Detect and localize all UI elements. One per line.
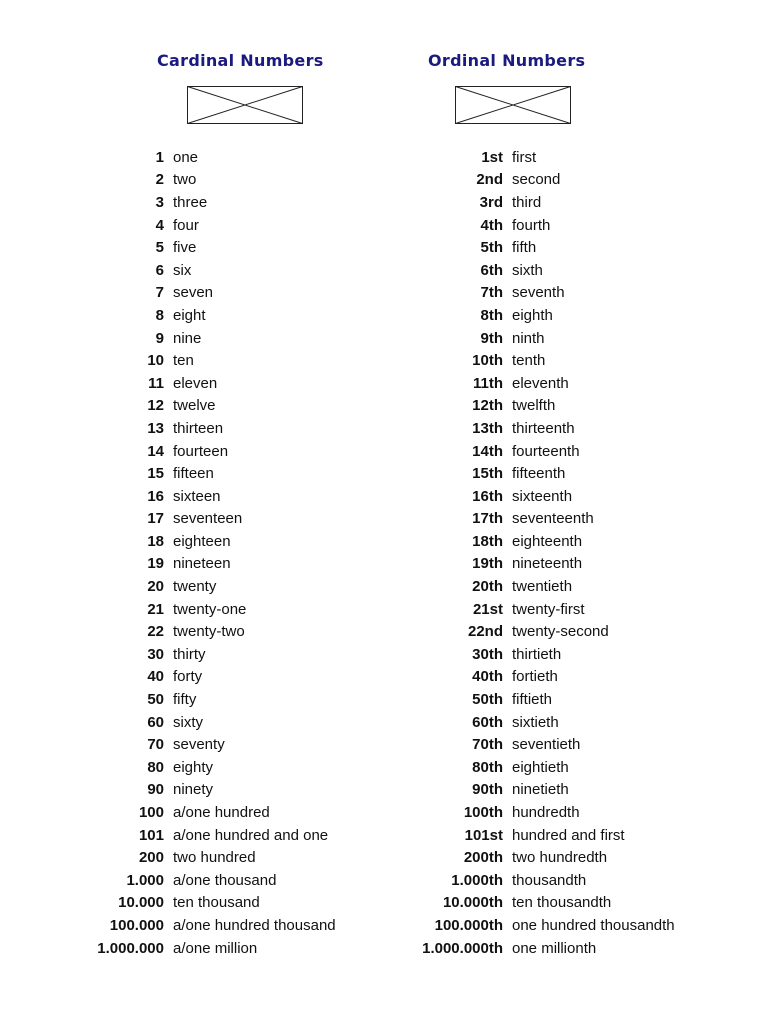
cardinal-row (60, 462, 336, 485)
cardinal-row (60, 236, 336, 259)
ordinal-row (380, 440, 675, 463)
cardinal-row (60, 530, 336, 553)
cardinal-row (60, 620, 336, 643)
cardinal-number: 10.000 (118, 894, 164, 912)
ordinal-row (380, 711, 675, 734)
ordinal-word: eighteenth (512, 532, 583, 550)
cardinal-row (60, 417, 336, 440)
ordinal-word: sixteenth (512, 487, 573, 505)
cardinal-number: 7 (155, 284, 164, 302)
ordinal-row (380, 892, 675, 915)
cardinal-number: 16 (147, 487, 164, 505)
cardinal-number: 200 (138, 849, 164, 867)
ordinal-word: one hundred thousandth (512, 916, 675, 934)
cardinal-number: 30 (147, 645, 164, 663)
ordinal-word: seventeenth (512, 510, 594, 528)
ordinal-row (380, 169, 675, 192)
ordinal-number: 40th (472, 668, 503, 686)
cardinal-row (60, 733, 336, 756)
ordinal-number: 13th (472, 419, 503, 437)
ordinal-row (380, 372, 675, 395)
ordinal-word: first (512, 148, 537, 166)
ordinal-word: thousandth (512, 871, 587, 889)
cardinal-row (60, 892, 336, 915)
cardinal-row (60, 508, 336, 531)
cardinal-number: 1 (155, 148, 164, 166)
ordinal-number: 3rd (479, 193, 503, 211)
ordinal-word: fifth (512, 239, 537, 257)
cardinal-number: 60 (147, 713, 164, 731)
cardinal-number: 90 (147, 781, 164, 799)
cardinal-number: 12 (147, 397, 164, 415)
ordinal-row (380, 282, 675, 305)
ordinal-word: ninetieth (512, 781, 569, 799)
cardinal-word: eighteen (173, 532, 231, 550)
cardinal-number: 70 (147, 736, 164, 754)
ordinal-row (380, 733, 675, 756)
ordinal-number: 21st (472, 600, 503, 618)
ordinal-word: one millionth (512, 939, 597, 957)
ordinal-row (380, 553, 675, 576)
ordinal-number: 70th (472, 736, 503, 754)
ordinal-row (380, 146, 675, 169)
cardinal-number: 40 (147, 668, 164, 686)
cardinal-row (60, 372, 336, 395)
ordinal-number: 17th (472, 510, 503, 528)
ordinal-word: twenty-first (512, 600, 585, 618)
cardinal-word: ten (173, 352, 194, 370)
cardinal-word: four (173, 216, 199, 234)
cardinal-row (60, 327, 336, 350)
cardinal-row (60, 282, 336, 305)
ordinal-word: seventh (512, 284, 565, 302)
cardinal-row (60, 779, 336, 802)
cardinal-word: a/one million (173, 939, 258, 957)
cardinal-word: eleven (173, 374, 218, 392)
cardinal-number: 1.000 (126, 871, 164, 889)
cardinal-word: fifteen (173, 465, 214, 483)
cardinal-word: twenty-one (173, 600, 247, 618)
ordinal-word: ninth (512, 329, 545, 347)
cardinal-word: seventeen (173, 510, 243, 528)
ordinal-numbers-title: Ordinal Numbers (428, 51, 586, 70)
cardinal-number: 101 (138, 826, 164, 844)
ordinal-word: twelfth (512, 397, 556, 415)
ordinal-row (380, 666, 675, 689)
ordinal-number: 5th (480, 239, 503, 257)
ordinal-word: fourth (512, 216, 551, 234)
ordinal-row (380, 643, 675, 666)
ordinal-row (380, 620, 675, 643)
ordinal-row (380, 236, 675, 259)
ordinal-image-placeholder-icon (455, 86, 571, 124)
ordinal-row (380, 598, 675, 621)
cardinal-number: 80 (147, 758, 164, 776)
cardinal-row (60, 214, 336, 237)
cardinal-word: sixty (173, 713, 203, 731)
ordinal-word: thirteenth (512, 419, 575, 437)
cardinal-number: 4 (155, 216, 164, 234)
cardinal-number: 50 (147, 691, 164, 709)
ordinal-word: ten thousandth (512, 894, 612, 912)
ordinal-row (380, 214, 675, 237)
ordinal-word: fifteenth (512, 465, 566, 483)
cardinal-row (60, 304, 336, 327)
cardinal-number: 8 (155, 306, 164, 324)
cardinal-word: three (173, 193, 208, 211)
cardinal-word: ninety (173, 781, 214, 799)
cardinal-number: 6 (155, 261, 164, 279)
cardinal-row (60, 440, 336, 463)
ordinal-number: 7th (480, 284, 503, 302)
ordinal-word: twentieth (512, 578, 573, 596)
ordinal-number: 200th (463, 849, 503, 867)
ordinal-number: 10th (472, 352, 503, 370)
ordinal-row (380, 779, 675, 802)
ordinal-number: 100.000th (434, 916, 503, 934)
cardinal-word: thirty (173, 645, 206, 663)
cardinal-word: two (173, 171, 197, 189)
cardinal-row (60, 756, 336, 779)
ordinal-number: 2nd (476, 171, 503, 189)
cardinal-word: a/one hundred (173, 804, 270, 822)
ordinal-row (380, 937, 675, 960)
ordinal-number: 50th (472, 691, 503, 709)
cardinal-word: twenty-two (173, 623, 245, 641)
cardinal-numbers-list (60, 146, 336, 959)
cardinal-word: a/one hundred thousand (173, 916, 336, 934)
ordinal-row (380, 824, 675, 847)
ordinal-word: fourteenth (512, 442, 580, 460)
ordinal-row (380, 417, 675, 440)
cardinal-number: 10 (147, 352, 164, 370)
cardinal-word: a/one hundred and one (173, 826, 329, 844)
ordinal-word: hundredth (512, 804, 580, 822)
ordinal-row (380, 462, 675, 485)
ordinal-number: 15th (472, 465, 503, 483)
ordinal-number: 14th (472, 442, 503, 460)
ordinal-word: hundred and first (512, 826, 625, 844)
cardinal-number: 13 (147, 419, 164, 437)
ordinal-number: 100th (463, 804, 503, 822)
ordinal-word: eighth (512, 306, 553, 324)
cardinal-number: 11 (148, 374, 164, 392)
ordinal-word: sixtieth (512, 713, 559, 731)
ordinal-number: 80th (472, 758, 503, 776)
ordinal-word: fortieth (512, 668, 558, 686)
ordinal-number: 6th (480, 261, 503, 279)
cardinal-word: eight (173, 306, 206, 324)
ordinal-word: seventieth (512, 736, 581, 754)
cardinal-word: thirteen (173, 419, 224, 437)
ordinal-row (380, 327, 675, 350)
ordinal-row (380, 756, 675, 779)
ordinal-row (380, 575, 675, 598)
cardinal-row (60, 869, 336, 892)
cardinal-row (60, 688, 336, 711)
cardinal-row (60, 643, 336, 666)
cardinal-row (60, 666, 336, 689)
cardinal-number: 3 (155, 193, 164, 211)
ordinal-word: third (512, 193, 542, 211)
ordinal-row (380, 395, 675, 418)
ordinal-number: 10.000th (442, 894, 503, 912)
cardinal-row (60, 598, 336, 621)
ordinal-word: thirtieth (512, 645, 562, 663)
cardinal-row (60, 169, 336, 192)
ordinal-word: twenty-second (512, 623, 609, 641)
ordinal-row (380, 846, 675, 869)
cardinal-number: 9 (155, 329, 164, 347)
cardinal-row (60, 349, 336, 372)
cardinal-row (60, 937, 336, 960)
cardinal-number: 20 (147, 578, 164, 596)
ordinal-number: 101st (464, 826, 503, 844)
ordinal-number: 90th (472, 781, 503, 799)
cardinal-row (60, 553, 336, 576)
ordinal-row (380, 869, 675, 892)
cardinal-number: 19 (147, 555, 164, 573)
ordinal-word: eightieth (512, 758, 569, 776)
ordinal-word: sixth (512, 261, 543, 279)
cardinal-number: 100 (138, 804, 164, 822)
ordinal-number: 1.000th (451, 871, 503, 889)
cardinal-word: nine (173, 329, 202, 347)
ordinal-word: two hundredth (512, 849, 608, 867)
ordinal-word: fiftieth (512, 691, 553, 709)
ordinal-number: 16th (472, 487, 503, 505)
cardinal-word: six (173, 261, 192, 279)
ordinal-row (380, 485, 675, 508)
ordinal-word: second (512, 171, 561, 189)
cardinal-numbers-title: Cardinal Numbers (157, 51, 324, 70)
cardinal-number: 17 (147, 510, 164, 528)
cardinal-word: nineteen (173, 555, 231, 573)
cardinal-row (60, 146, 336, 169)
cardinal-number: 100.000 (109, 916, 164, 934)
ordinal-number: 8th (480, 306, 503, 324)
ordinal-row (380, 914, 675, 937)
cardinal-row (60, 801, 336, 824)
ordinal-row (380, 530, 675, 553)
cardinal-word: seven (173, 284, 214, 302)
ordinal-word: eleventh (512, 374, 569, 392)
cardinal-row (60, 711, 336, 734)
ordinal-number: 11th (472, 374, 503, 392)
cardinal-word: a/one thousand (173, 871, 277, 889)
cardinal-word: fourteen (173, 442, 229, 460)
ordinal-number: 1.000.000th (422, 939, 503, 957)
cardinal-number: 21 (147, 600, 164, 618)
cardinal-row (60, 191, 336, 214)
ordinal-row (380, 349, 675, 372)
cardinal-number: 15 (147, 465, 164, 483)
ordinal-row (380, 508, 675, 531)
cardinal-word: sixteen (173, 487, 221, 505)
ordinal-number: 19th (472, 555, 503, 573)
ordinal-number: 22nd (467, 623, 503, 641)
cardinal-number: 5 (155, 239, 164, 257)
cardinal-word: forty (173, 668, 203, 686)
ordinal-number: 20th (472, 578, 503, 596)
ordinal-numbers-list (380, 146, 675, 959)
ordinal-word: nineteenth (512, 555, 583, 573)
ordinal-number: 12th (472, 397, 503, 415)
cardinal-row (60, 846, 336, 869)
cardinal-row (60, 395, 336, 418)
cardinal-row (60, 259, 336, 282)
ordinal-number: 1st (481, 148, 503, 166)
cardinal-number: 2 (155, 171, 164, 189)
cardinal-word: one (173, 148, 199, 166)
cardinal-row (60, 575, 336, 598)
cardinal-word: eighty (173, 758, 214, 776)
ordinal-row (380, 259, 675, 282)
ordinal-number: 4th (480, 216, 503, 234)
cardinal-row (60, 485, 336, 508)
ordinal-number: 9th (480, 329, 503, 347)
cardinal-word: five (173, 239, 197, 257)
cardinal-number: 14 (147, 442, 164, 460)
cardinal-word: fifty (173, 691, 197, 709)
cardinal-number: 1.000.000 (97, 939, 164, 957)
cardinal-image-placeholder-icon (187, 86, 303, 124)
cardinal-row (60, 824, 336, 847)
cardinal-word: ten thousand (173, 894, 260, 912)
ordinal-number: 60th (472, 713, 503, 731)
ordinal-row (380, 304, 675, 327)
ordinal-number: 18th (472, 532, 503, 550)
cardinal-number: 18 (147, 532, 164, 550)
cardinal-word: twenty (173, 578, 217, 596)
cardinal-row (60, 914, 336, 937)
ordinal-row (380, 191, 675, 214)
ordinal-word: tenth (512, 352, 546, 370)
ordinal-row (380, 688, 675, 711)
cardinal-word: seventy (173, 736, 225, 754)
cardinal-number: 22 (147, 623, 164, 641)
ordinal-number: 30th (472, 645, 503, 663)
cardinal-word: twelve (173, 397, 216, 415)
cardinal-word: two hundred (173, 849, 256, 867)
ordinal-row (380, 801, 675, 824)
